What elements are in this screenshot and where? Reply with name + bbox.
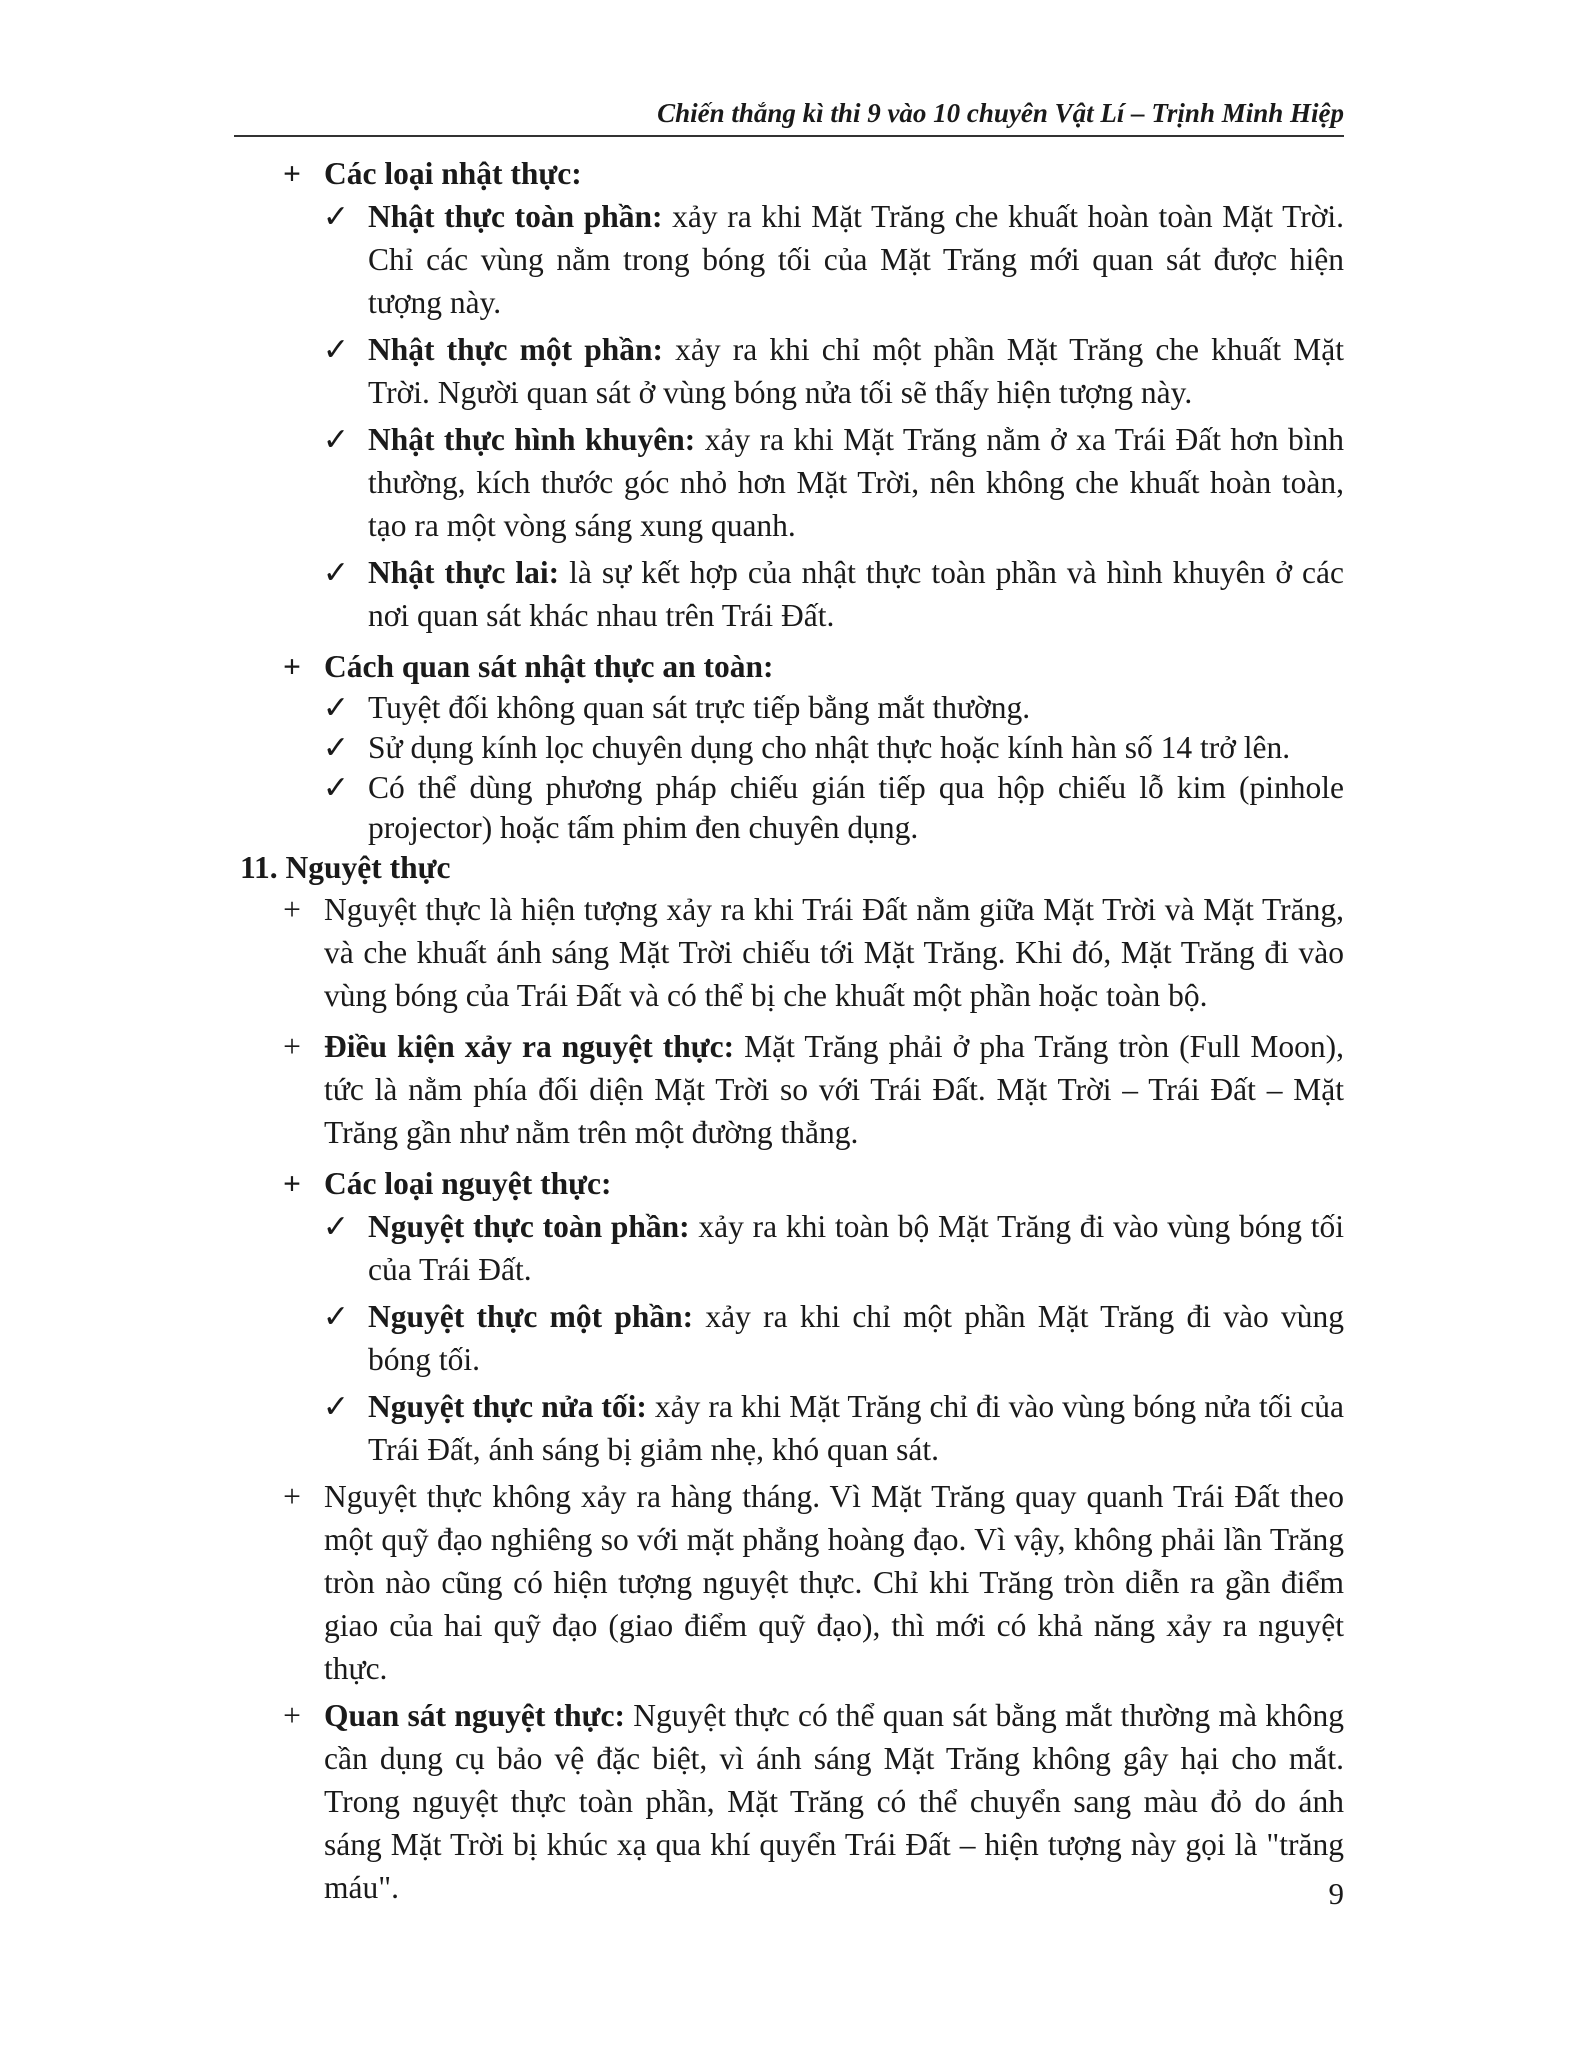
safety-item: ✓ Sử dụng kính lọc chuyên dụng cho nhật thực hoặc kính hàn số 14 trở lên. xyxy=(240,728,1344,768)
item-text: là sự kết hợp của nhật thực toàn phần và hình khuyên ở các nơi quan sát khác nhau trên Trái Đất. xyxy=(368,555,1344,633)
solar-type-item xyxy=(240,551,1344,637)
header-rule xyxy=(234,135,1344,137)
item-text: xảy ra khi Mặt Trăng nằm ở xa Trái Đất hơn bình thường, kích thước góc nhỏ hơn Mặt Trời, nên không che khuất hoàn toàn, tạo ra một vòng sáng xung quanh. xyxy=(368,422,1344,543)
lunar-type-item xyxy=(240,1295,1344,1381)
check-icon: ✓ xyxy=(322,555,350,590)
item-term: Nhật thực toàn phần: xyxy=(368,199,663,234)
item-term: Nguyệt thực toàn phần: xyxy=(368,1209,690,1244)
plus-bullet: + xyxy=(283,1698,301,1733)
check-icon: ✓ xyxy=(322,199,350,234)
page-number: 9 xyxy=(1328,1876,1344,1911)
lunar-condition xyxy=(240,1025,1344,1154)
lunar-monthly: + Nguyệt thực không xảy ra hàng tháng. Vì Mặt Trăng quay quanh Trái Đất theo một quỹ đạo nghiêng so với mặt phẳng hoàng đạo. Vì vậy, không phải lần Trăng tròn nào cũng có hiện tượng nguyệt thực. Chỉ khi Trăng tròn diễn ra gần điểm giao của hai quỹ đạo (giao điểm quỹ đạo), thì mới có khả năng xảy ra nguyệt thực. xyxy=(240,1475,1344,1690)
item-text: xảy ra khi chỉ một phần Mặt Trăng che khuất Mặt Trời. Người quan sát ở vùng bóng nửa tối sẽ thấy hiện tượng này. xyxy=(368,332,1344,410)
check-icon: ✓ xyxy=(322,1209,350,1244)
solar-type-item xyxy=(240,418,1344,547)
lunar-type-item xyxy=(240,1205,1344,1291)
page-content xyxy=(240,152,1344,1909)
check-icon: ✓ xyxy=(322,422,350,457)
lunar-type-item xyxy=(240,1385,1344,1471)
item-term: Nguyệt thực nửa tối: xyxy=(368,1389,647,1424)
check-icon: ✓ xyxy=(322,1299,350,1334)
section-title: 11. Nguyệt thực xyxy=(240,850,451,885)
solar-safety-heading: + Cách quan sát nhật thực an toàn: xyxy=(240,645,1344,688)
plus-bullet: + xyxy=(283,1479,301,1514)
lunar-observe xyxy=(240,1694,1344,1909)
item-term: Nhật thực lai: xyxy=(368,555,560,590)
item-text: xảy ra khi toàn bộ Mặt Trăng đi vào vùng bóng tối của Trái Đất. xyxy=(368,1209,1345,1287)
check-icon: ✓ xyxy=(322,770,350,805)
plus-bullet: + xyxy=(283,156,301,191)
check-icon: ✓ xyxy=(322,730,350,765)
check-icon: ✓ xyxy=(322,332,350,367)
lunar-intro: + Nguyệt thực là hiện tượng xảy ra khi Trái Đất nằm giữa Mặt Trời và Mặt Trăng, và che khuất ánh sáng Mặt Trời chiếu tới Mặt Trăng. Khi đó, Mặt Trăng đi vào vùng bóng của Trái Đất và có thể bị che khuất một phần hoặc toàn bộ. xyxy=(240,888,1344,1017)
plus-bullet: + xyxy=(283,892,301,927)
item-text: Mặt Trăng phải ở pha Trăng tròn (Full Moon), tức là nằm phía đối diện Mặt Trời so với Trái Đất. Mặt Trời – Trái Đất – Mặt Trăng gần như nằm trên một đường thẳng. xyxy=(324,1029,1344,1150)
item-term: Nhật thực một phần: xyxy=(368,332,664,367)
plus-bullet: + xyxy=(283,649,301,684)
item-term: Nguyệt thực một phần: xyxy=(368,1299,694,1334)
running-header: Chiến thắng kì thi 9 vào 10 chuyên Vật Lí – Trịnh Minh Hiệp xyxy=(657,98,1344,128)
plus-bullet: + xyxy=(283,1166,301,1201)
safety-item: ✓ Có thể dùng phương pháp chiếu gián tiếp qua hộp chiếu lỗ kim (pinhole projector) hoặc tấm phim đen chuyên dụng. xyxy=(240,768,1344,848)
solar-type-item xyxy=(240,195,1344,324)
item-text: Nguyệt thực có thể quan sát bằng mắt thường mà không cần dụng cụ bảo vệ đặc biệt, vì ánh sáng Mặt Trăng không gây hại cho mắt. Trong nguyệt thực toàn phần, Mặt Trăng có thể chuyển sang màu đỏ do ánh sáng Mặt Trời bị khúc xạ qua khí quyển Trái Đất – hiện tượng này gọi là "trăng máu". xyxy=(324,1698,1344,1905)
lunar-types-heading: + Các loại nguyệt thực: xyxy=(240,1162,1344,1205)
solar-type-item xyxy=(240,328,1344,414)
item-text: xảy ra khi Mặt Trăng chỉ đi vào vùng bóng nửa tối của Trái Đất, ánh sáng bị giảm nhẹ, khó quan sát. xyxy=(368,1389,1344,1467)
check-icon: ✓ xyxy=(322,1389,350,1424)
check-icon: ✓ xyxy=(322,690,350,725)
plus-bullet: + xyxy=(283,1029,301,1064)
item-text: xảy ra khi Mặt Trăng che khuất hoàn toàn Mặt Trời. Chỉ các vùng nằm trong bóng tối của Mặt Trăng mới quan sát được hiện tượng này. xyxy=(368,199,1344,320)
item-term: Điều kiện xảy ra nguyệt thực: xyxy=(324,1029,735,1064)
item-text: xảy ra khi chỉ một phần Mặt Trăng đi vào vùng bóng tối. xyxy=(368,1299,1344,1377)
safety-item: ✓ Tuyệt đối không quan sát trực tiếp bằng mắt thường. xyxy=(240,688,1344,728)
item-term: Quan sát nguyệt thực: xyxy=(324,1698,625,1733)
solar-types-heading: + Các loại nhật thực: xyxy=(240,152,1344,195)
item-term: Nhật thực hình khuyên: xyxy=(368,422,696,457)
